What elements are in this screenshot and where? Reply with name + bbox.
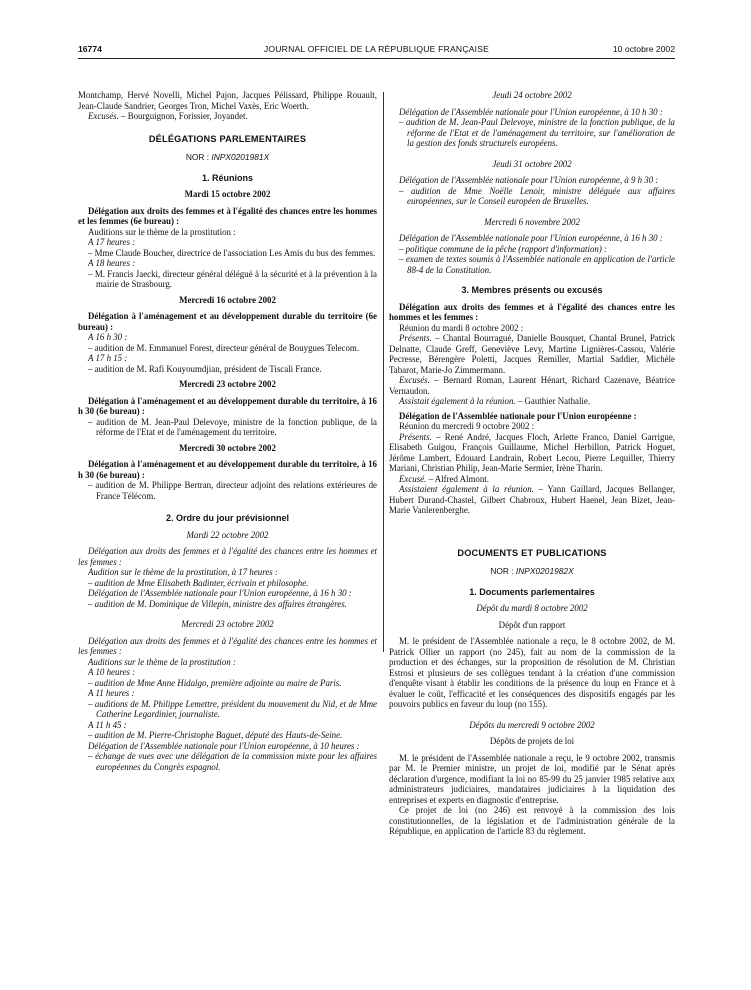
time-line: A 16 h 30 : [88,332,128,342]
agenda-item: – M. Francis Jaecki, directeur général délégué à la sécurité et à la prévention à la mairie de Strasbourg. [88,268,377,289]
present-members: Présents. – Chantal Bourragué, Danielle Bousquet, Chantal Brunel, Patrick Delnatte, Claude Greff, Geneviève Levy, Martine Lignières-Cassou, Valérie Pecresse, Bérengère Poletti, Jacques Remiller, Martial Saddier, Michèle Tabarot, Marie-Jo Zimmermann. [389,333,675,375]
theme-line: Audition sur le thème de la prostitution, à 17 heures : [88,567,278,577]
members-list: Montchamp, Hervé Novelli, Michel Pajon, Jacques Pélissard, Philippe Rouault, Jean-Claude Sandrier, Georges Tron, Michel Vaxès, Eric Woerth. [78,90,377,111]
also-attending: Assistait également à la réunion. – Gauthier Nathalie. [399,396,591,406]
agenda-item: – audition de M. Jean-Paul Delevoye, ministre de la fonction publique, de la réforme de l'Etat et de l'aménagement du territoire. [88,416,377,437]
subsection-title: 1. Documents parlementaires [469,586,595,597]
agenda-item: – audition de M. Emmanuel Forest, directeur général de Bouygues Telecom. [88,342,360,353]
agenda-item: – politique commune de la pêche (rapport d'information) : [399,243,607,254]
deposit-date: Dépôts du mercredi 9 octobre 2002 [469,719,595,730]
delegation-heading: Délégation à l'aménagement et au développement durable du territoire (6e bureau) : [78,311,377,332]
section-title: DÉLÉGATIONS PARLEMENTAIRES [148,133,307,144]
delegation-heading: Délégation à l'aménagement et au développement durable du territoire, à 16 h 30 (6e bureau) : [78,459,377,480]
journal-title: JOURNAL OFFICIEL DE LA RÉPUBLIQUE FRANÇAISE [263,44,490,54]
agenda-item: – Mme Claude Boucher, directrice de l'association Les Amis du bus des femmes. [88,247,376,258]
time-line: A 18 heures : [88,258,136,268]
excused-line: Excusés. – Bourguignon, Forissier, Joyandet. [88,111,248,121]
also-attending: Assistaient également à la réunion. – Yann Gaillard, Jacques Bellanger, Hubert Durand-Chastel, Gilbert Chabroux, Hubert Haenel, Jean Bizet, Jean-Marie Vanlerenberghe. [389,484,675,515]
meeting-line: Réunion du mercredi 9 octobre 2002 : [399,421,535,431]
agenda-item: – audition de M. Rafi Kouyoumdjian, président de Tiscali France. [88,363,322,374]
excused-members: Excusés. – Bernard Roman, Laurent Hénart, Richard Cazenave, Béatrice Vernaudon. [389,375,675,396]
deposit-text: M. le président de l'Assemblée nationale a reçu, le 9 octobre 2002, transmis par M. le Premier ministre, un projet de loi, modifié par le Sénat après déclaration d'urgence, modifiant la loi no 85-99 du 25 janvier 1985 relative aux administrateurs judiciaires, mandataires judiciaires à la liquidation des entreprises et experts en diagnostic d'entreprise. [389,752,675,805]
subsection-title: 1. Réunions [201,172,253,183]
meeting-date: Mardi 22 octobre 2002 [186,529,269,540]
time-line: A 17 h 15 : [88,353,128,363]
agenda-item: – examen de textes soumis à l'Assemblée nationale en application de l'article 88-4 de la Constitution. [399,254,675,275]
delegation-heading: Délégation à l'aménagement et au développement durable du territoire, à 16 h 30 (6e bureau) : [78,395,377,416]
theme-line: Auditions sur le thème de la prostitution : [88,656,236,667]
agenda-item: – audition de M. Pierre-Christophe Baguet, député des Hauts-de-Seine. [88,730,343,740]
subsection-title: 2. Ordre du jour prévisionnel [165,513,290,523]
agenda-item: – auditions de M. Philippe Lemettre, président du mouvement du Nid, et de Mme Catherine Legardinier, journaliste. [88,698,377,719]
meeting-date: Mercredi 6 novembre 2002 [484,216,580,227]
nor-reference: NOR : INPX0201982X [490,566,574,576]
present-members: Présents. – René André, Jacques Floch, Arlette Franco, Daniel Garrigue, Elisabeth Guigou, François Guillaume, Michel Herbillon, Patrick Hoguet, Jérôme Lambert, Edouard Landrain, Robert Lecou, Pierre Lequiller, Thierry Mariani, Christian Philip, Jean-Marie Sermier, Irène Tharin. [389,431,675,473]
meeting-date: Mercredi 23 octobre 2002 [181,619,274,629]
delegation-heading: Délégation aux droits des femmes et à l'égalité des chances entre les hommes et les femmes (6e bureau) : [78,205,377,226]
issue-date: 10 octobre 2002 [612,44,675,54]
section-title: DOCUMENTS ET PUBLICATIONS [457,547,607,558]
deposit-kind: Dépôt d'un rapport [498,619,566,630]
agenda-item: – audition de M. Dominique de Villepin, ministre des affaires étrangères. [88,598,347,609]
deposit-date: Dépôt du mardi 8 octobre 2002 [476,603,588,613]
deposit-text: M. le président de l'Assemblée nationale a reçu, le 8 octobre 2002, de M. Patrick Ollier un rapport (no 245), fait au nom de la commission de la production et des échanges, sur la proposition de résolution de M. Christian Estrosi et plusieurs de ses collègues tendant à la création d'une commission d'enquête visant à établir les conditions de la présence du loup en France et à évaluer le coût, l'efficacité et les conséquences des dispositifs engagés par les pouvoirs publics en faveur du loup (no 155). [389,636,675,709]
delegation-heading: Délégation de l'Assemblée nationale pour l'Union européenne : [399,410,637,421]
agenda-item: – audition de M. Jean-Paul Delevoye, ministre de la fonction publique, de la réforme de l'Etat et de l'aménagement du territoire, sur l'amélioration de la gestion des fonds structurels européens. [399,117,675,148]
agenda-item: – audition de Mme Elisabeth Badinter, écrivain et philosophe. [88,577,309,588]
delegation-heading: Délégation aux droits des femmes et à l'égalité des chances entre les hommes et les femmes : [78,635,377,656]
page-number: 16774 [78,44,102,54]
agenda-item: – audition de Mme Noëlle Lenoir, ministre déléguée aux affaires européennes, sur le Conseil européen de Bruxelles. [399,185,675,206]
time-line: A 17 heures : [88,237,136,247]
time-line: A 11 heures : [88,688,135,698]
subsection-title: 3. Membres présents ou excusés [461,285,603,295]
delegation-heading: Délégation de l'Assemblée nationale pour l'Union européenne, à 10 h 30 : [399,106,663,117]
meeting-date: Jeudi 31 octobre 2002 [492,158,572,169]
time-line: A 11 h 45 : [88,719,127,730]
meeting-date: Mercredi 23 octobre 2002 [179,379,276,389]
left-column [78,90,377,982]
deposit-text: Ce projet de loi (no 246) est renvoyé à la commission des lois constitutionnelles, de la législation et de l'administration générale de la République, en application de l'article 83 du règlement. [389,805,675,836]
meeting-date: Mercredi 16 octobre 2002 [179,294,276,305]
delegation-heading: Délégation de l'Assemblée nationale pour l'Union européenne, à 9 h 30 : [399,175,659,185]
agenda-item: – audition de Mme Anne Hidalgo, première adjointe au maire de Paris. [88,677,342,688]
delegation-heading: Délégation de l'Assemblée nationale pour l'Union européenne, à 16 h 30 : [88,588,352,598]
theme-line: Auditions sur le thème de la prostitution : [88,226,236,237]
nor-reference: NOR : INPX0201981X [185,152,270,162]
meeting-date: Mardi 15 octobre 2002 [184,189,271,199]
meeting-date: Mercredi 30 octobre 2002 [179,442,276,453]
meeting-line: Réunion du mardi 8 octobre 2002 : [399,322,524,333]
delegation-heading: Délégation de l'Assemblée nationale pour l'Union européenne, à 10 heures : [88,740,360,751]
meeting-date: Jeudi 24 octobre 2002 [492,90,572,100]
deposit-kind: Dépôts de projets de loi [489,736,575,746]
agenda-item: – échange de vues avec une délégation de la commission mixte pour les affaires européennes du Congrès espagnol. [88,751,377,772]
excused-members: Excusé. – Alfred Almont. [399,473,489,484]
time-line: A 10 heures : [88,667,136,677]
page-header [78,44,675,59]
delegation-heading: Délégation aux droits des femmes et à l'égalité des chances entre les hommes et les femmes : [78,546,377,567]
delegation-heading: Délégation aux droits des femmes et à l'égalité des chances entre les hommes et les femmes : [389,301,675,322]
column-divider [383,92,384,652]
right-column [389,90,675,982]
delegation-heading: Délégation de l'Assemblée nationale pour l'Union européenne, à 16 h 30 : [399,233,663,243]
agenda-item: – audition de M. Philippe Bertran, directeur adjoint des relations extérieures de France Télécom. [88,480,377,501]
